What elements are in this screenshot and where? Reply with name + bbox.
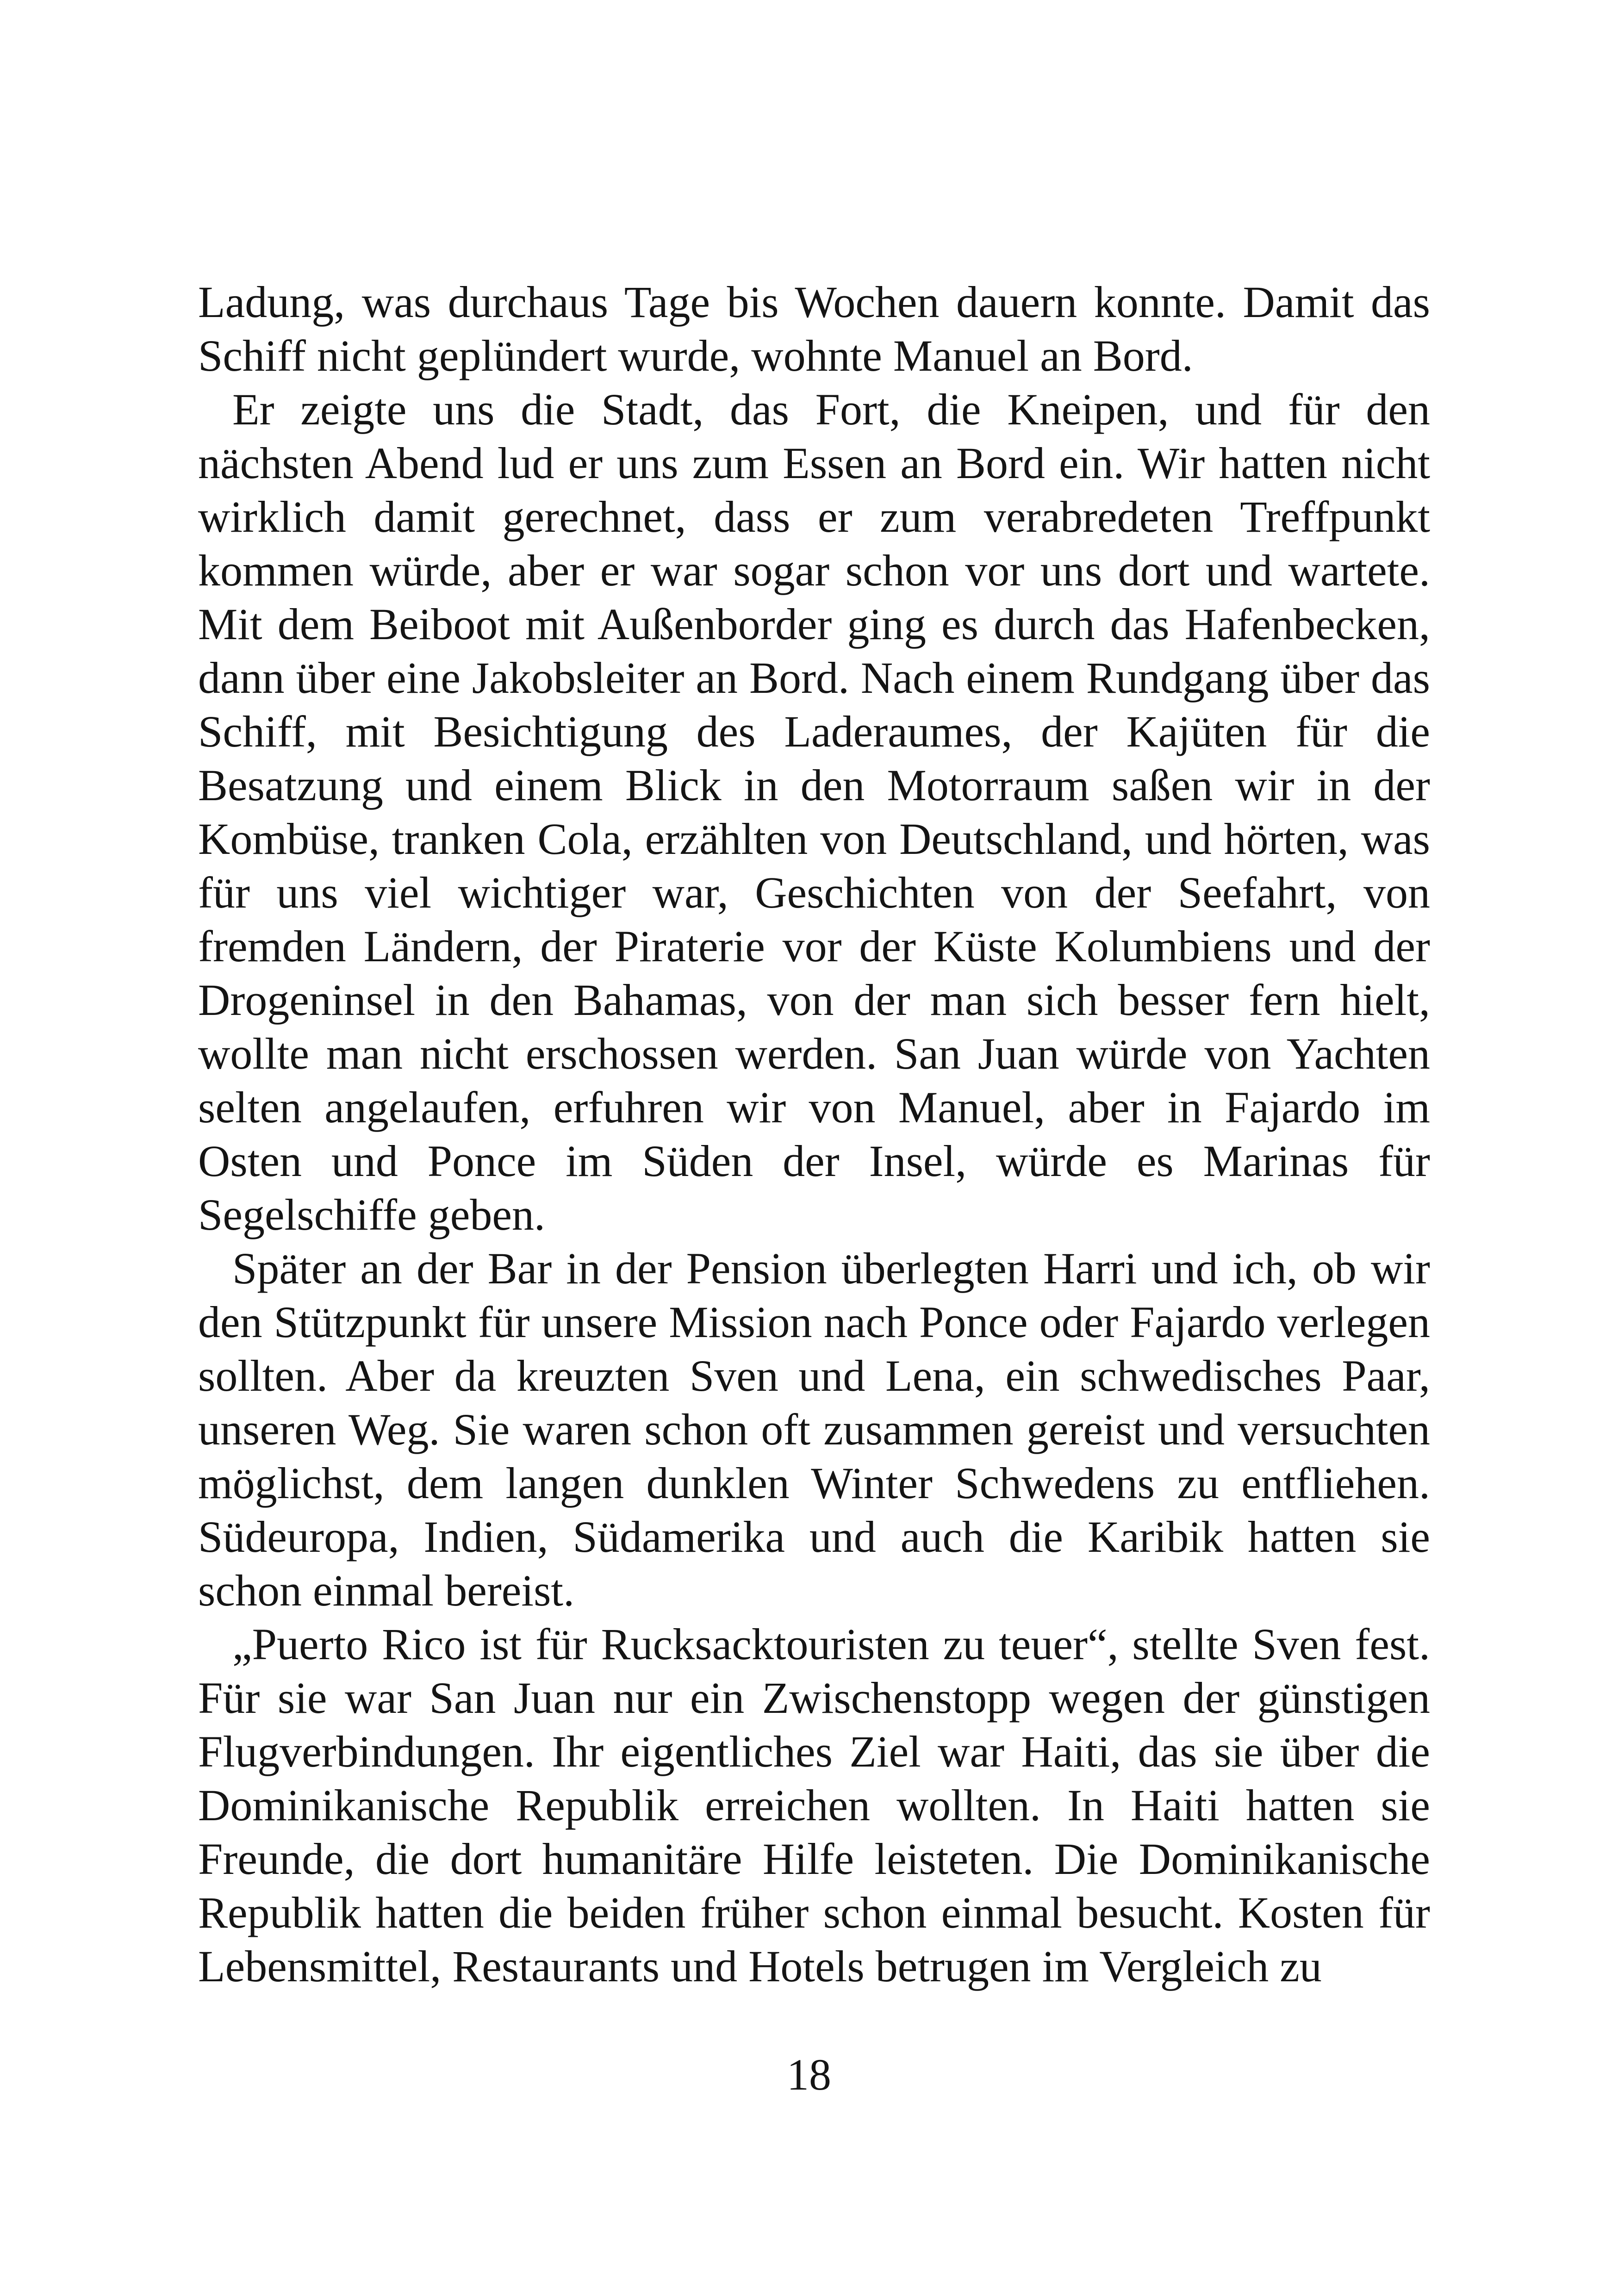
- paragraph-1: Ladung, was durchaus Tage bis Wochen dauern konnte. Damit das Schiff nicht geplündert wurde, wohnte Manuel an Bord.: [198, 277, 1430, 380]
- body-text: [198, 275, 1430, 1993]
- paragraph-2: Er zeigte uns die Stadt, das Fort, die Kneipen, und für den nächsten Abend lud er uns zum Essen an Bord ein. Wir hatten nicht wirklich damit gerechnet, dass er zum verabredeten Treffpunkt kommen würde, aber er war sogar schon vor uns dort und wartete. Mit dem Beiboot mit Außenborder ging es durch das Hafenbecken, dann über eine Jakobsleiter an Bord. Nach einem Rundgang über das Schiff, mit Besichtigung des Laderaumes, der Kajüten für die Besatzung und einem Blick in den Motorraum saßen wir in der Kombüse, tranken Cola, erzählten von Deutschland, und hörten, was für uns viel wichtiger war, Geschichten von der Seefahrt, von fremden Ländern, der Piraterie vor der Küste Kolumbiens und der Drogeninsel in den Bahamas, von der man sich besser fern hielt, wollte man nicht erschossen werden. San Juan würde von Yachten selten angelaufen, erfuhren wir von Manuel, aber in Fajardo im Osten und Ponce im Süden der Insel, würde es Marinas für Segelschiffe geben.: [198, 385, 1430, 1239]
- paragraph-3: Später an der Bar in der Pension überlegten Harri und ich, ob wir den Stützpunkt für unsere Mission nach Ponce oder Fajardo verlegen sollten. Aber da kreuzten Sven und Lena, ein schwedisches Paar, unseren Weg. Sie waren schon oft zusammen gereist und versuchten möglichst, dem langen dunklen Winter Schwedens zu entfliehen. Südeuropa, Indien, Südamerika und auch die Karibik hatten sie schon einmal bereist.: [198, 1244, 1430, 1615]
- paragraph-4: „Puerto Rico ist für Rucksacktouristen zu teuer“, stellte Sven fest. Für sie war San Juan nur ein Zwischenstopp wegen der günstigen Flugverbindungen. Ihr eigentliches Ziel war Haiti, das sie über die Dominikanische Republik erreichen wollten. In Haiti hatten sie Freunde, die dort humanitäre Hilfe leisteten. Die Dominikanische Republik hatten die beiden früher schon einmal besucht. Kosten für Lebensmittel, Restaurants und Hotels betrugen im Vergleich zu: [198, 1619, 1430, 1991]
- page-number: 18: [787, 2050, 831, 2099]
